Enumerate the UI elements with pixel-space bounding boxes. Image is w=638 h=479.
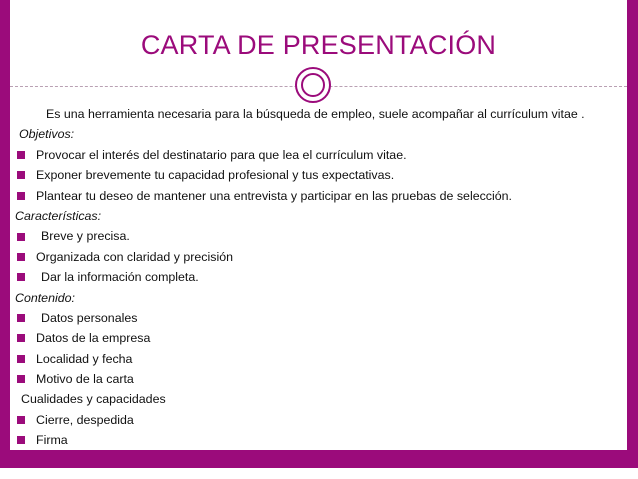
- checkbox-square-icon: [17, 314, 25, 322]
- checkbox-square-icon: [17, 253, 25, 261]
- list-item-text: Organizada con claridad y precisión: [36, 249, 233, 264]
- inner-circle: [301, 73, 325, 97]
- checkbox-square-icon: [17, 273, 25, 281]
- list-item-text: Localidad y fecha: [36, 351, 133, 366]
- list-item: [15, 145, 623, 165]
- list-item: [15, 328, 623, 348]
- checkbox-square-icon: [17, 355, 25, 363]
- checkbox-square-icon: [17, 334, 25, 342]
- left-border-bar: [0, 0, 10, 468]
- checkbox-square-icon: [17, 416, 25, 424]
- list-item: [15, 165, 623, 185]
- slide-content: [15, 104, 623, 451]
- list-item: [15, 410, 623, 430]
- list-item-text: Firma: [36, 433, 68, 448]
- checkbox-square-icon: [17, 375, 25, 383]
- list-item-text: Datos personales: [41, 310, 138, 325]
- plain-list-line: Cualidades y capacidades: [21, 392, 166, 407]
- contenido-heading: Contenido:: [15, 290, 75, 305]
- double-circle-icon: [295, 67, 331, 103]
- list-item: [15, 226, 623, 246]
- list-item: [15, 267, 623, 287]
- checkbox-square-icon: [17, 192, 25, 200]
- objetivos-heading: Objetivos:: [19, 127, 75, 142]
- list-item-text: Provocar el interés del destinatario para que lea el currículum vitae.: [36, 147, 407, 162]
- list-item: [15, 369, 623, 389]
- list-item: [15, 430, 623, 450]
- list-item-text: Motivo de la carta: [36, 372, 134, 387]
- checkbox-square-icon: [17, 151, 25, 159]
- caracteristicas-heading: Características:: [15, 208, 102, 223]
- list-item: [15, 186, 623, 206]
- list-item-text: Breve y precisa.: [41, 229, 130, 244]
- slide-title: CARTA DE PRESENTACIÓN: [140, 30, 497, 60]
- list-item: [15, 349, 623, 369]
- list-item-text: Dar la información completa.: [41, 270, 199, 285]
- checkbox-square-icon: [17, 436, 25, 444]
- list-item-text: Datos de la empresa: [36, 331, 151, 346]
- list-item-text: Exponer brevemente tu capacidad profesional y tus expectativas.: [36, 168, 395, 183]
- list-item-text: Plantear tu deseo de mantener una entrevista y participar en las pruebas de selección.: [36, 188, 512, 203]
- intro-text: Es una herramienta necesaria para la búsqueda de empleo, suele acompañar al currículum vitae .: [46, 107, 585, 121]
- checkbox-square-icon: [17, 233, 25, 241]
- list-item-text: Cierre, despedida: [36, 412, 134, 427]
- right-border-bar: [627, 0, 638, 468]
- list-item: [15, 247, 623, 267]
- list-item: [15, 308, 623, 328]
- bottom-border-bar: [0, 450, 638, 468]
- checkbox-square-icon: [17, 171, 25, 179]
